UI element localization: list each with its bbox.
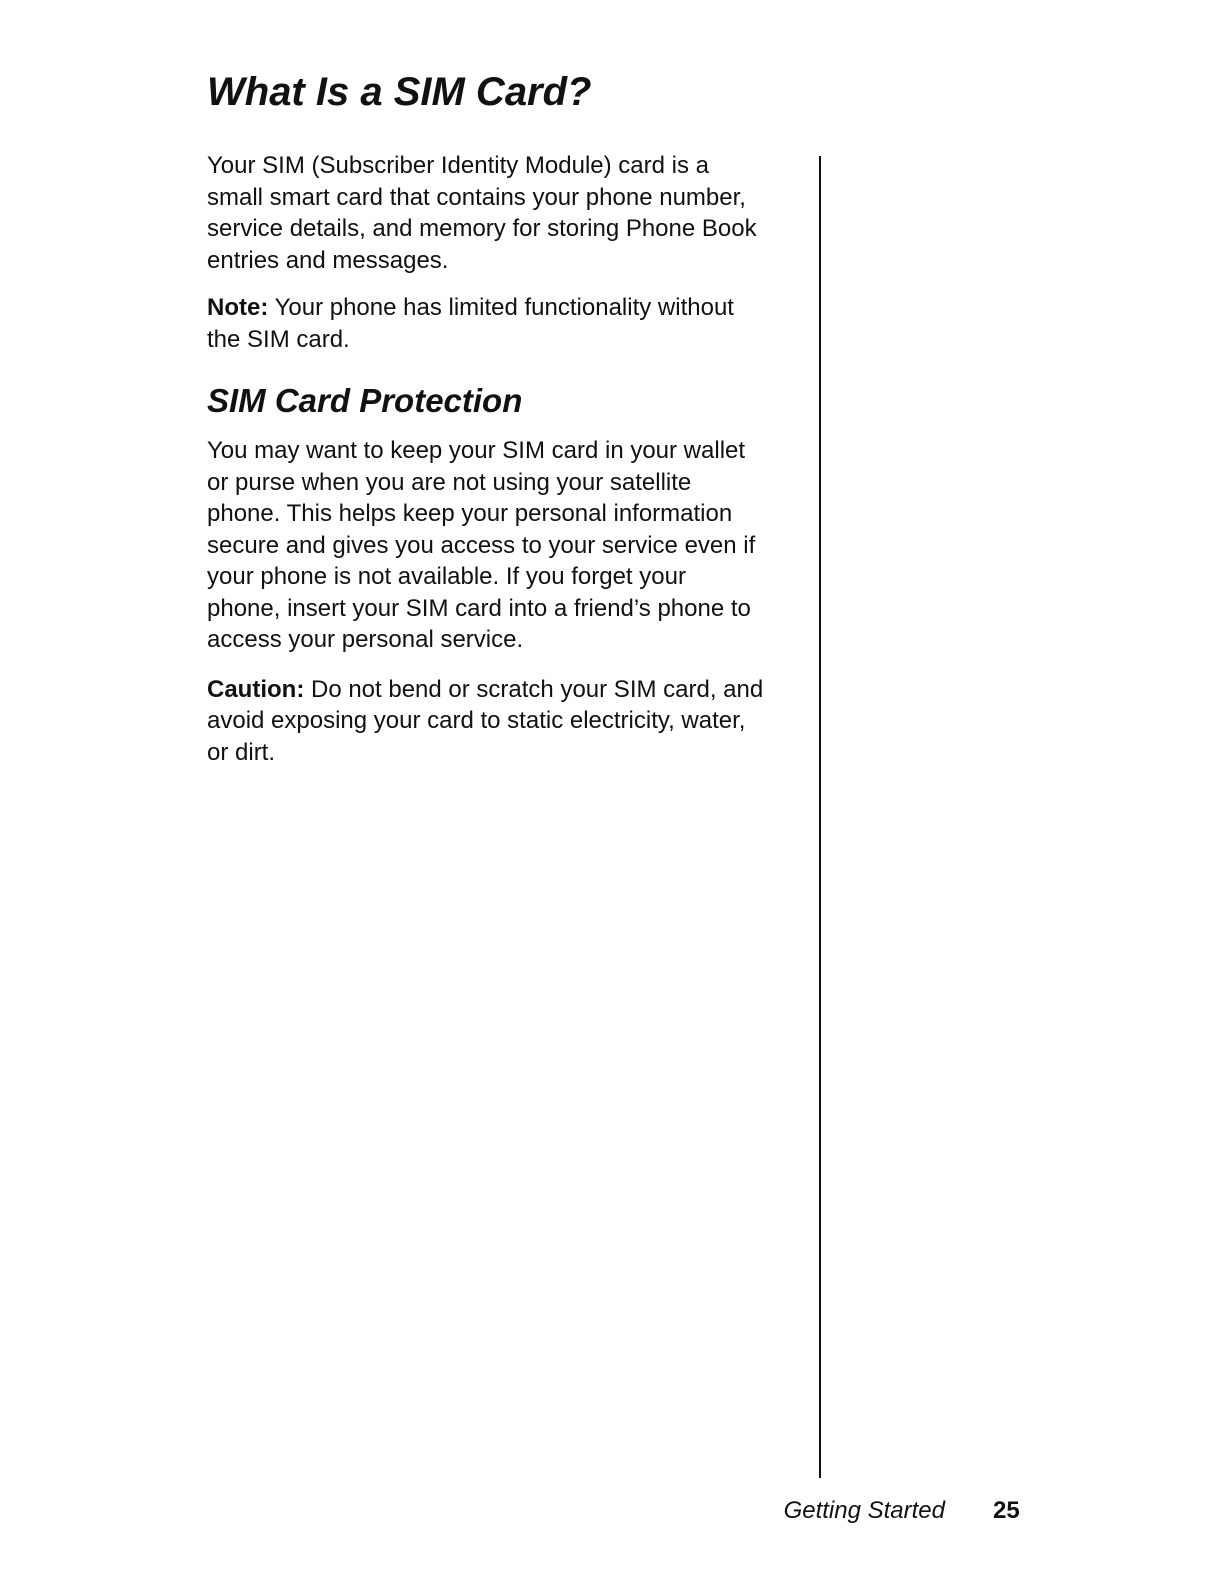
protection-line: phone. This helps keep your personal information (207, 500, 733, 527)
note-label: Note: (207, 294, 269, 321)
note-line: the SIM card. (207, 325, 350, 353)
protection-paragraph (207, 435, 802, 656)
protection-line: secure and gives you access to your service even if (207, 531, 756, 559)
caution-label: Caution: (207, 675, 305, 703)
page-footer (0, 1494, 1219, 1528)
protection-line: access your personal service. (207, 626, 524, 653)
intro-line: small smart card that contains your phone number, (207, 183, 746, 211)
intro-line: Your SIM (Subscriber Identity Module) card is a (207, 152, 709, 179)
note-text: Your phone has limited functionality without (268, 294, 734, 321)
protection-line: phone, insert your SIM card into a friend’s phone to (207, 594, 751, 622)
caution-line: avoid exposing your card to static electricity, water, (207, 707, 746, 734)
intro-paragraph (207, 150, 802, 276)
main-content (207, 150, 802, 768)
page-title: What Is a SIM Card? (207, 70, 592, 114)
protection-line: You may want to keep your SIM card in your wallet (207, 437, 746, 464)
caution-line (207, 674, 802, 706)
note-paragraph (207, 292, 802, 355)
caution-text: Do not bend or scratch your SIM card, and (304, 675, 764, 703)
protection-line: your phone is not available. If you forget your (207, 563, 686, 590)
page-number: 25 (993, 1497, 1020, 1524)
note-line (207, 292, 802, 324)
section-heading: SIM Card Protection (207, 382, 523, 419)
intro-line: entries and messages. (207, 246, 449, 274)
caution-line: or dirt. (207, 738, 276, 766)
caution-paragraph (207, 674, 802, 769)
vertical-divider (819, 156, 821, 1478)
footer-section-title: Getting Started (783, 1497, 945, 1524)
intro-line: service details, and memory for storing Phone Book (207, 215, 757, 242)
protection-line: or purse when you are not using your satellite (207, 468, 692, 496)
